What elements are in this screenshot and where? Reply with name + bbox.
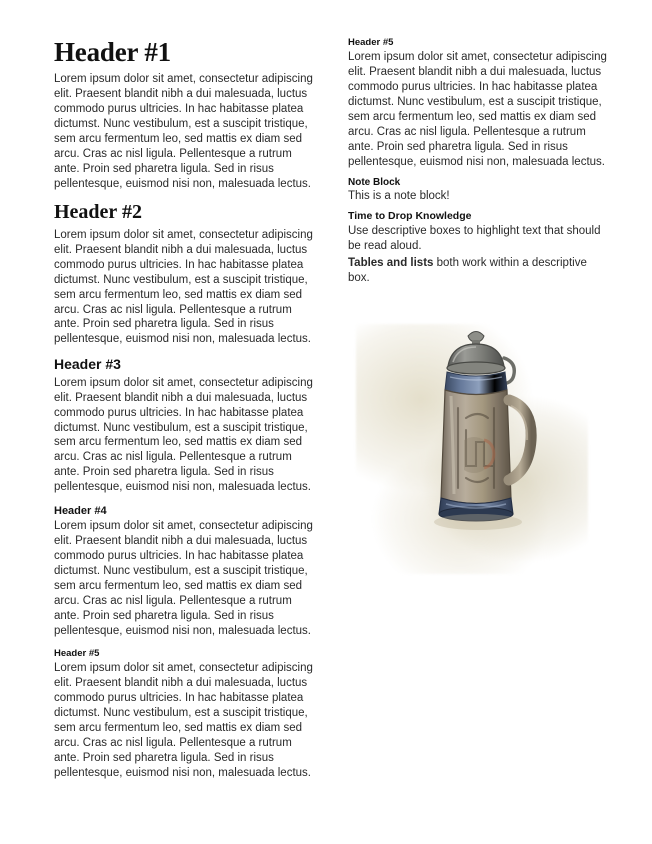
- body-paragraph: Lorem ipsum dolor sit amet, consectetur adipiscing elit. Praesent blandit nibh a dui malesuada, luctus commodo purus ultricies. In hac habitasse platea dictumst. Nunc vestibulum, est a suscipit tristique, sem arcu fermentum leo, sed mattis ex diam sed arcu. Cras ac nisl ligula. Pellentesque a rutrum ante. Proin sed pharetra ligula. Sed in risus pellentesque, euismod nisi non, malesuada lectus.: [54, 520, 313, 637]
- note-block-text: This is a note block!: [348, 189, 450, 202]
- section-heading-3: Header #3: [54, 356, 121, 373]
- descriptive-box-trailing-text: both work within a descriptive box.: [348, 256, 587, 284]
- page-title: Header #1: [54, 37, 171, 67]
- body-paragraph: Lorem ipsum dolor sit amet, consectetur adipiscing elit. Praesent blandit nibh a dui malesuada, luctus commodo purus ultricies. In hac habitasse platea dictumst. Nunc vestibulum, est a suscipit tristique, sem arcu fermentum leo, sed mattis ex diam sed arcu. Cras ac nisl ligula. Pellentesque a rutrum ante. Proin sed pharetra ligula. Sed in risus pellentesque, euismod nisi non, malesuada lectus.: [54, 662, 313, 779]
- section-heading-2: Header #2: [54, 200, 142, 223]
- body-paragraph: Lorem ipsum dolor sit amet, consectetur adipiscing elit. Praesent blandit nibh a dui malesuada, luctus commodo purus ultricies. In hac habitasse platea dictumst. Nunc vestibulum, est a suscipit tristique, sem arcu fermentum leo, sed mattis ex diam sed arcu. Cras ac nisl ligula. Pellentesque a rutrum ante. Proin sed pharetra ligula. Sed in risus pellentesque, euismod nisi non, malesuada lectus.: [54, 376, 313, 494]
- right-column: [348, 38, 608, 602]
- descriptive-box-title: Time to Drop Knowledge: [348, 209, 472, 222]
- beer-stein-illustration: [348, 312, 608, 602]
- section-heading-5: Header #5: [54, 647, 100, 659]
- body-paragraph: Lorem ipsum dolor sit amet, consectetur adipiscing elit. Praesent blandit nibh a dui malesuada, luctus commodo purus ultricies. In hac habitasse platea dictumst. Nunc vestibulum, est a suscipit tristique, sem arcu fermentum leo, sed mattis ex diam sed arcu. Cras ac nisl ligula. Pellentesque a rutrum ante. Proin sed pharetra ligula. Sed in risus pellentesque, euismod nisi non, malesuada lectus.: [54, 73, 313, 190]
- descriptive-box-text: Use descriptive boxes to highlight text that should be read aloud.: [348, 224, 601, 252]
- descriptive-box-bold-lead: Tables and lists: [348, 256, 434, 269]
- section-heading-5-right: Header #5: [348, 37, 394, 48]
- body-paragraph: Lorem ipsum dolor sit amet, consectetur adipiscing elit. Praesent blandit nibh a dui malesuada, luctus commodo purus ultricies. In hac habitasse platea dictumst. Nunc vestibulum, est a suscipit tristique, sem arcu fermentum leo, sed mattis ex diam sed arcu. Cras ac nisl ligula. Pellentesque a rutrum ante. Proin sed pharetra ligula. Sed in risus pellentesque, euismod nisi non, malesuada lectus.: [348, 51, 607, 168]
- section-heading-4: Header #4: [54, 505, 107, 518]
- note-block-title: Note Block: [348, 176, 401, 188]
- descriptive-box-trailing: [348, 256, 608, 286]
- two-column-layout: [54, 38, 612, 783]
- body-paragraph: Lorem ipsum dolor sit amet, consectetur adipiscing elit. Praesent blandit nibh a dui malesuada, luctus commodo purus ultricies. In hac habitasse platea dictumst. Nunc vestibulum, est a suscipit tristique, sem arcu fermentum leo, sed mattis ex diam sed arcu. Cras ac nisl ligula. Pellentesque a rutrum ante. Proin sed pharetra ligula. Sed in risus pellentesque, euismod nisi non, malesuada lectus.: [54, 228, 313, 346]
- left-column: [54, 38, 314, 783]
- beer-stein-icon: [420, 322, 540, 582]
